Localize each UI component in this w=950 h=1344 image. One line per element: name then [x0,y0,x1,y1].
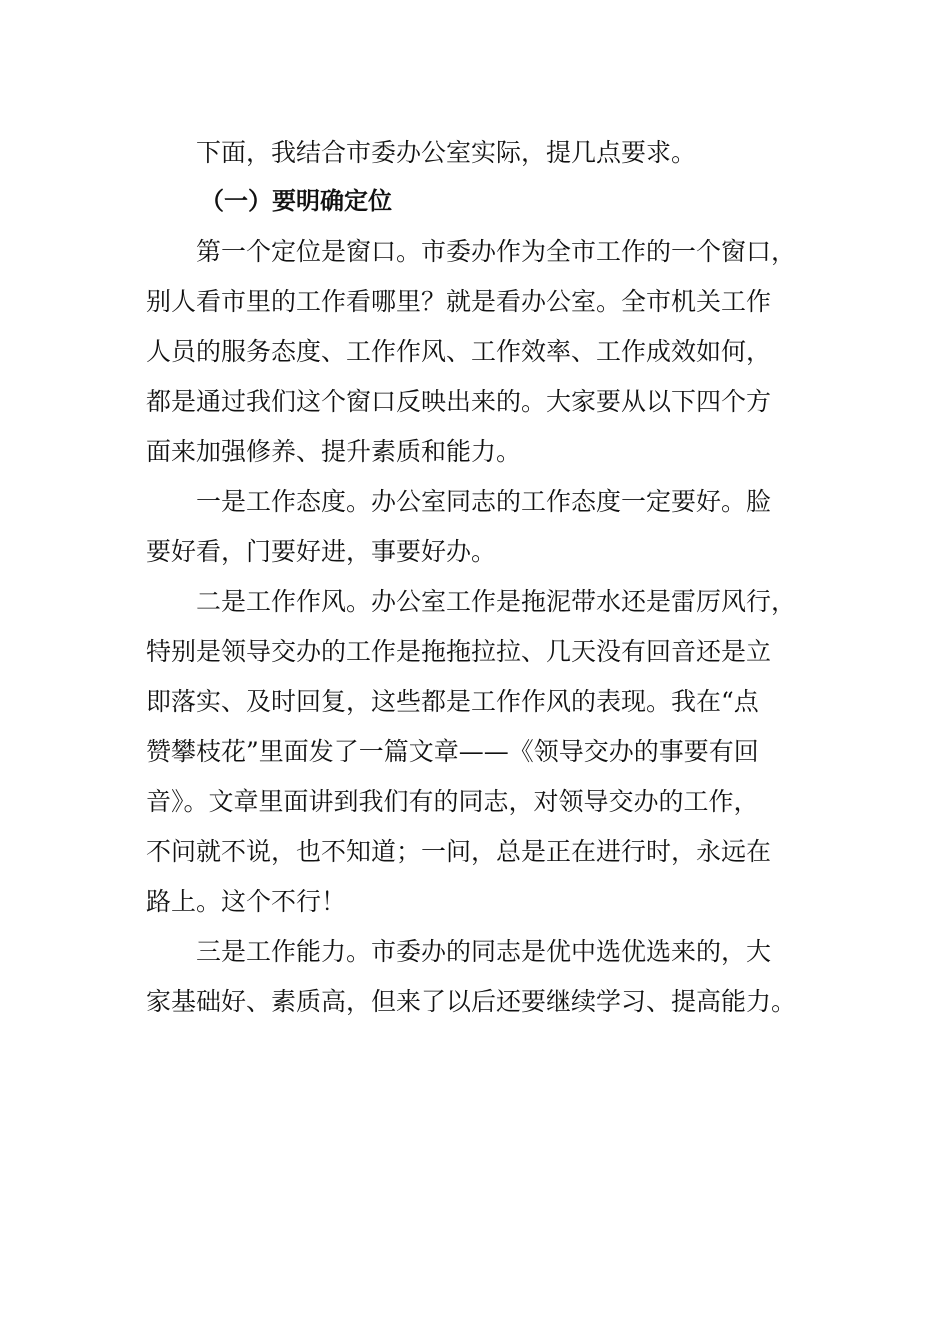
paragraph-line: 一是工作态度。办公室同志的工作态度一定要好。脸 [196,487,772,516]
paragraph-line: 别人看市里的工作看哪里？就是看办公室。全市机关工作 [146,287,772,316]
paragraph-line: 家基础好、素质高，但来了以后还要继续学习、提高能力。 [146,987,797,1016]
paragraph-line: 都是通过我们这个窗口反映出来的。大家要从以下四个方 [146,387,772,416]
paragraph-line: 面来加强修养、提升素质和能力。 [146,437,522,466]
paragraph-line: 人员的服务态度、工作作风、工作效率、工作成效如何， [146,337,772,366]
paragraph-line: 即落实、及时回复，这些都是工作作风的表现。我在“点 [146,687,759,716]
paragraph-line: 二是工作作风。办公室工作是拖泥带水还是雷厉风行， [196,587,797,616]
paragraph-intro: 下面，我结合市委办公室实际，提几点要求。 [196,138,697,167]
paragraph-line: 不问就不说，也不知道；一问，总是正在进行时，永远在 [146,837,772,866]
paragraph-line: 三是工作能力。市委办的同志是优中选优选来的，大 [196,937,772,966]
paragraph-line: 特别是领导交办的工作是拖拖拉拉、几天没有回音还是立 [146,637,772,666]
section-heading: （一）要明确定位 [200,187,392,215]
paragraph-line: 赞攀枝花”里面发了一篇文章——《领导交办的事要有回 [146,737,759,766]
paragraph-line: 第一个定位是窗口。市委办作为全市工作的一个窗口， [196,237,797,266]
paragraph-line: 路上。这个不行！ [146,887,347,916]
paragraph-line: 音》。文章里面讲到我们有的同志，对领导交办的工作， [146,787,759,816]
paragraph-line: 要好看，门要好进，事要好办。 [146,537,497,566]
